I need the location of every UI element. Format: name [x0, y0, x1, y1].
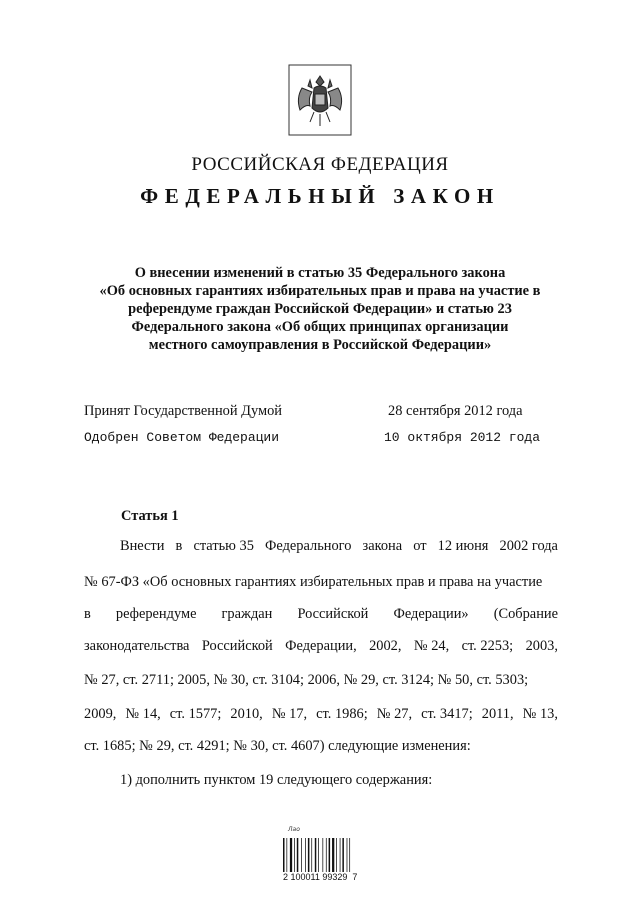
barcode [283, 838, 363, 872]
barcode-bar [336, 838, 337, 872]
barcode-bar [290, 838, 292, 872]
article-word: в [175, 538, 183, 554]
barcode-bar [318, 838, 319, 872]
registration-stamp: Лао [288, 826, 300, 833]
barcode-bar [283, 838, 285, 872]
article-word: ст. 1685; № 29, ст. 4291; № 30, ст. 4607) следующие изменения: [84, 738, 471, 754]
barcode-bar [294, 838, 295, 872]
article-word: от [413, 538, 427, 554]
barcode-bar [340, 838, 341, 872]
document-type: ФЕДЕРАЛЬНЫЙ ЗАКОН [140, 184, 500, 208]
law-title-line: местного самоуправления в Российской Федерации» [148, 337, 492, 353]
article-line [84, 738, 558, 755]
article-word: № 14, [125, 706, 161, 722]
barcode-bar [297, 838, 299, 872]
barcode-bar [332, 838, 334, 872]
barcode-bar [315, 838, 317, 872]
barcode-number: 2 100011 99329 7 [283, 872, 358, 882]
article-word: Российской [201, 638, 273, 654]
barcode-bar [301, 838, 302, 872]
article-word: закона [362, 538, 403, 554]
law-title-line: Федерального закона «Об общих принципах организации [131, 319, 509, 335]
article-word: Внести [120, 538, 165, 554]
article-line [120, 772, 558, 789]
article-word: 12 июня [437, 538, 489, 554]
law-title-line: референдуме граждан Российской Федерации» и статью 23 [128, 301, 512, 317]
article-word: Федерального [265, 538, 352, 554]
barcode-bar [349, 838, 350, 872]
article-word: ст. 1986; [316, 706, 368, 722]
barcode-bar [305, 838, 306, 872]
article-word: 2002 года [499, 538, 558, 554]
article-word: № 24, [413, 638, 450, 654]
council-approval-label: Одобрен Советом Федерации [84, 430, 280, 445]
council-approval-date: 10 октября 2012 года [384, 430, 541, 445]
article-word: № 27, ст. 2711; 2005, № 30, ст. 3104; 2006, № 29, ст. 3124; № 50, ст. 5303; [84, 672, 529, 688]
barcode-bar [329, 838, 331, 872]
barcode-bar [311, 838, 312, 872]
article-word: № 27, [376, 706, 413, 722]
article-word: (Собрание [493, 606, 558, 622]
article-line [84, 606, 558, 623]
barcode-bar [342, 838, 344, 872]
barcode-bar [326, 838, 327, 872]
article-word: 1) дополнить пунктом 19 следующего содержания: [120, 772, 433, 788]
article-word: ст. 1577; [169, 706, 222, 722]
country-name: РОССИЙСКАЯ ФЕДЕРАЦИЯ [191, 154, 449, 175]
article-line [84, 574, 558, 591]
article-word: ст. 2253; [461, 638, 514, 654]
article-word: 2002, [369, 638, 402, 654]
state-emblem [288, 64, 352, 136]
barcode-bar [347, 838, 348, 872]
article-line [84, 706, 558, 723]
article-word: Федерации, [285, 638, 357, 654]
article-word: № 13, [522, 706, 558, 722]
barcode-bar [322, 838, 323, 872]
article-line [84, 638, 558, 655]
duma-adoption-label: Принят Государственной Думой [84, 403, 282, 419]
law-title-line: О внесении изменений в статью 35 Федерального закона [134, 265, 506, 281]
article-word: в [84, 606, 91, 622]
article-word: Российской [297, 606, 369, 622]
article-word: референдуме [115, 606, 197, 622]
duma-adoption-date: 28 сентября 2012 года [388, 403, 523, 419]
article-word: ст. 3417; [421, 706, 473, 722]
article-word: 2009, [84, 706, 117, 722]
article-word: 2010, [230, 706, 263, 722]
article-word: 2011, [481, 706, 514, 722]
barcode-bar [286, 838, 287, 872]
article-line [120, 538, 558, 555]
article-word: статью 35 [193, 538, 254, 554]
barcode-bar [308, 838, 310, 872]
law-title-line: «Об основных гарантиях избирательных прав и права на участие в [99, 283, 541, 299]
article-word: № 67-ФЗ «Об основных гарантиях избирательных прав и права на участие [84, 574, 543, 590]
article-heading: Статья 1 [121, 508, 179, 524]
article-word: № 17, [271, 706, 308, 722]
article-word: законодательства [84, 638, 190, 654]
article-word: граждан [221, 606, 273, 622]
article-word: 2003, [525, 638, 558, 654]
law-title [90, 264, 550, 354]
article-line [84, 672, 558, 689]
article-word: Федерации» [393, 606, 469, 622]
